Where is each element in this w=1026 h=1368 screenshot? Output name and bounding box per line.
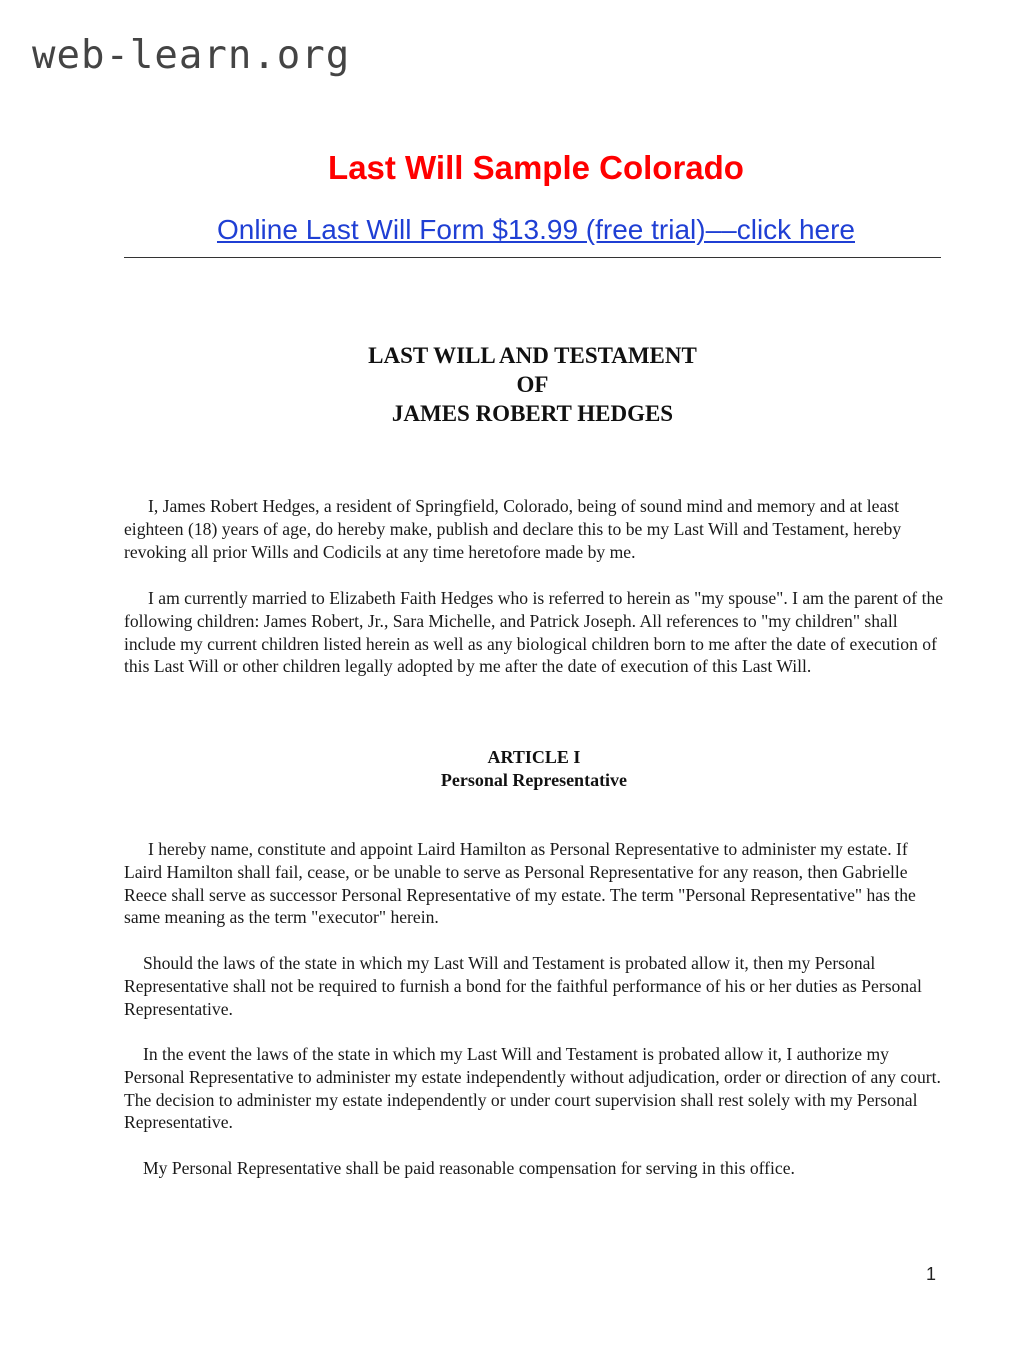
will-heading-line: JAMES ROBERT HEDGES <box>391 401 674 426</box>
intro-paragraph-family: I am currently married to Elizabeth Faith Hedges who is referred to herein as "my spouse". I am the parent of the following children: James Robert, Jr., Sara Michelle, and Patrick Joseph. All references to "my children" shall include my current children listed herein as well as any biological children born to me after the date of execution of this Last Will or other children legally adopted by me after the date of execution of this Last Will. <box>124 588 944 677</box>
will-heading <box>124 341 941 428</box>
intro-paragraph-declaration: I, James Robert Hedges, a resident of Springfield, Colorado, being of sound mind and memory and at least eighteen (18) years of age, do hereby make, publish and declare this to be my Last Will and Testament, hereby revoking all prior Wills and Codicils at any time heretofore made by me. <box>124 496 902 562</box>
article-1-paragraph: My Personal Representative shall be paid reasonable compensation for serving in this office. <box>143 1158 795 1178</box>
article-1-paragraph: Should the laws of the state in which my Last Will and Testament is probated allow it, then my Personal Representative shall not be required to furnish a bond for the faithful performance of his or her duties as Personal Representative. <box>124 953 922 1019</box>
online-form-link[interactable]: Online Last Will Form $13.99 (free trial)––click here <box>216 214 855 245</box>
header-divider <box>124 257 941 258</box>
article-title: Personal Representative <box>440 770 628 790</box>
article-1-paragraph: In the event the laws of the state in which my Last Will and Testament is probated allow it, I authorize my Personal Representative to administer my estate independently without adjudication, order or direction of any court. The decision to administer my estate independently or under court supervision shall rest solely with my Personal Representative. <box>124 1044 941 1133</box>
page-title: Last Will Sample Colorado <box>328 149 744 186</box>
will-heading-line: OF <box>516 372 549 397</box>
will-heading-line: LAST WILL AND TESTAMENT <box>368 343 697 368</box>
article-1-heading <box>124 746 944 792</box>
article-number: ARTICLE I <box>487 747 581 767</box>
page-number: 1 <box>926 1264 937 1284</box>
site-watermark: web-learn.org <box>32 33 351 78</box>
article-1-paragraph: I hereby name, constitute and appoint Laird Hamilton as Personal Representative to administer my estate. If Laird Hamilton shall fail, cease, or be unable to serve as Personal Representative for any reason, then Gabrielle Reece shall serve as successor Personal Representative of my estate. The term "Personal Representative" has the same meaning as the term "executor" herein. <box>124 839 916 928</box>
